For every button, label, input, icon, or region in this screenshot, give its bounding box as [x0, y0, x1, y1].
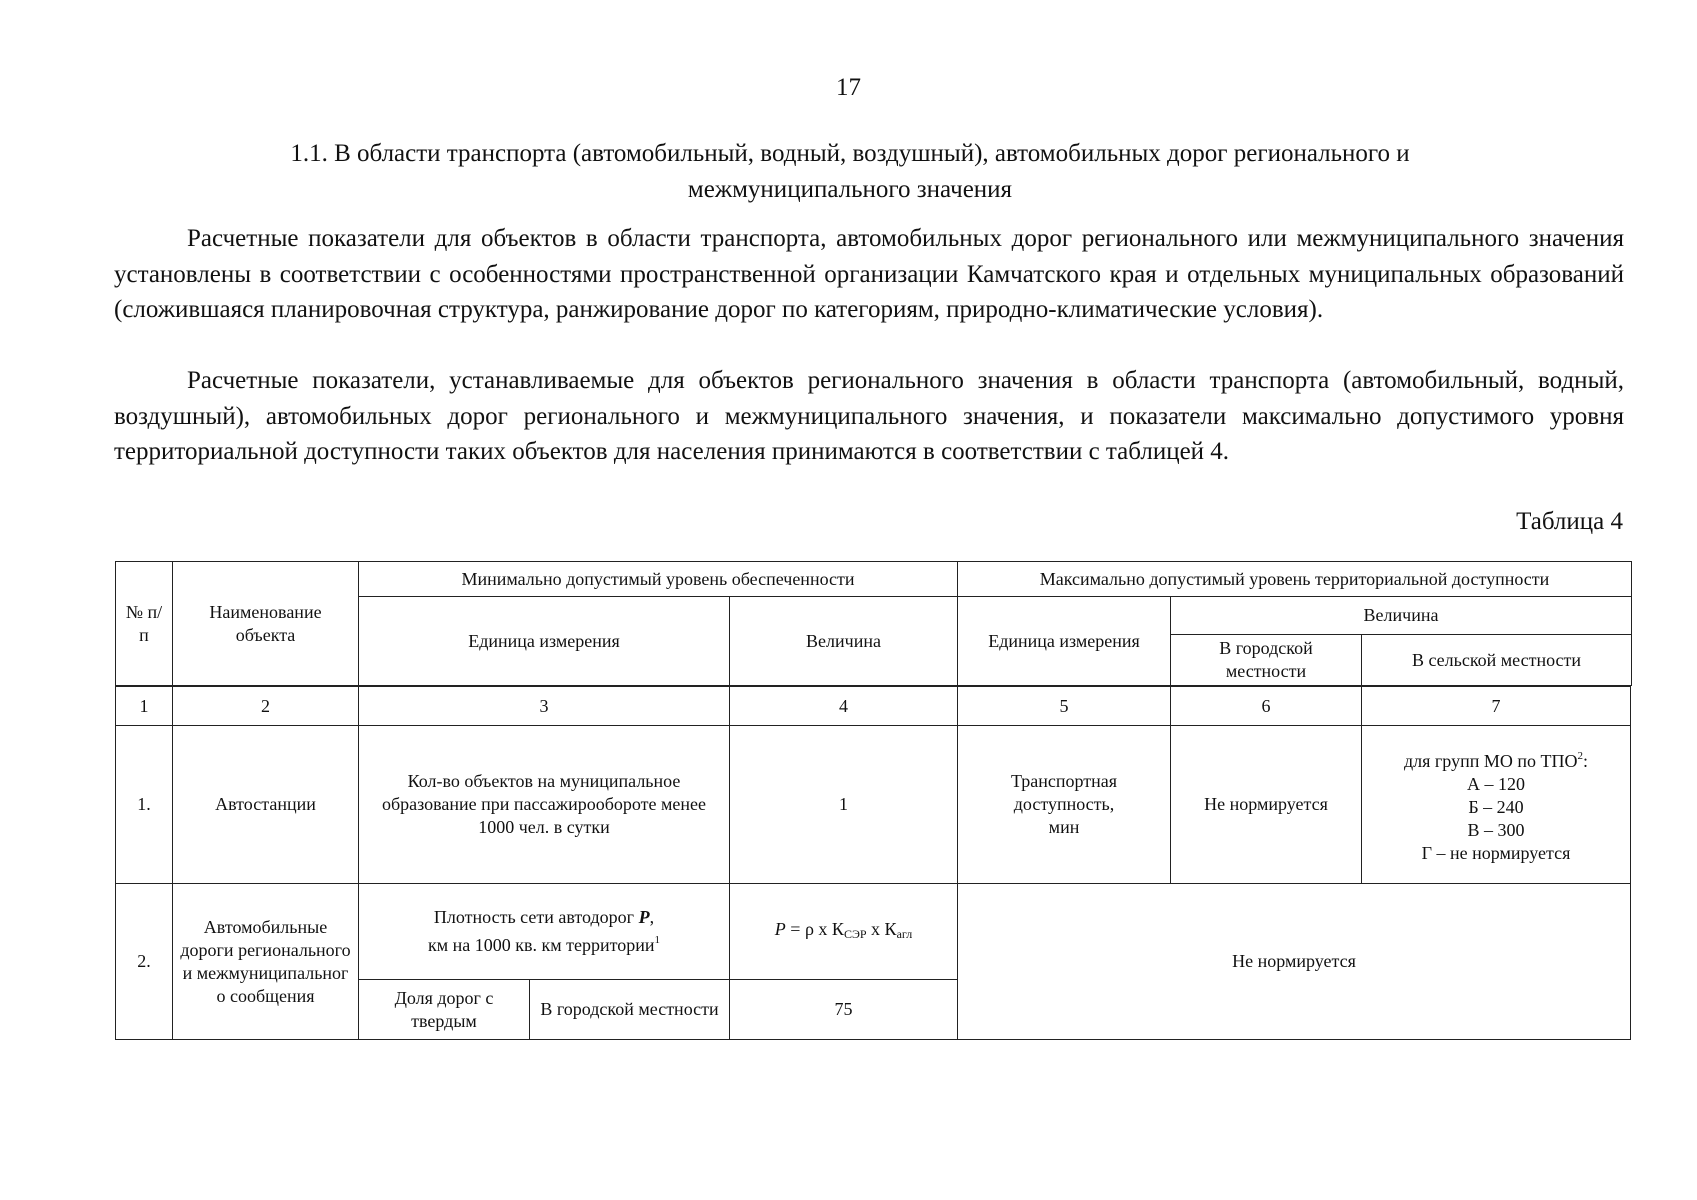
col-number-5: 5	[958, 687, 1171, 726]
row1-rural-colon: :	[1582, 750, 1588, 771]
header-value-min: Величина	[730, 597, 958, 686]
col-number-1: 1	[116, 687, 173, 726]
col-number-2: 2	[173, 687, 359, 726]
row1-name: Автостанции	[173, 726, 359, 884]
header-name: Наименование объекта	[173, 562, 359, 686]
row1-rural-line1-text: для групп МО по ТПО	[1404, 750, 1578, 771]
row1-value-min: 1	[730, 726, 958, 884]
col-number-3: 3	[359, 687, 730, 726]
formula-x: х К	[866, 918, 897, 939]
page-number: 17	[836, 74, 861, 101]
row2-share-value: 75	[730, 980, 958, 1040]
row1-num: 1.	[116, 726, 173, 884]
formula-sub-ser: СЭР	[843, 926, 867, 941]
header-num: № п/п	[116, 562, 173, 686]
row1-rural-line1	[1368, 745, 1624, 773]
footnote-1-mark: 1	[654, 934, 661, 946]
density-formula	[730, 884, 958, 980]
table-header	[115, 561, 1632, 686]
row1-unit-min: Кол-во объектов на муниципальное образование при пассажирообороте менее 1000 чел. в сутки	[359, 726, 730, 884]
col-number-7: 7	[1362, 687, 1631, 726]
paragraph-1: Расчетные показатели для объектов в области транспорта, автомобильных дорог регионального или межмуниципального значения установлены в соответствии с особенностями пространственной организации Камчатского края и отдельных муниципальных образований (сложившаяся планировочная структура, ранжирование дорог по категориям, природно-климатические условия).	[114, 225, 1624, 323]
col-number-4: 4	[730, 687, 958, 726]
section-heading-line1: 1.1. В области транспорта (автомобильный, водный, воздушный), автомобильных дорог регионального и	[290, 140, 1410, 167]
footnote-2-mark: 2	[1577, 749, 1583, 762]
row1-rural	[1362, 726, 1631, 884]
row2-name: Автомобильные дороги регионального и межмуниципальног о сообщения	[173, 884, 359, 1040]
density-variable: P	[638, 907, 650, 927]
col-number-6: 6	[1171, 687, 1362, 726]
row2-density-label: Плотность сети автодорог	[433, 907, 639, 927]
formula-p: P	[774, 918, 786, 939]
header-urban: В городской местности	[1171, 635, 1362, 686]
row1-urban: Не нормируется	[1171, 726, 1362, 884]
row2-not-normalized: Не нормируется	[958, 884, 1631, 1040]
row2-share-label: Доля дорог с твердым	[359, 980, 530, 1040]
row2-density-comma: ,	[649, 907, 655, 927]
table-row	[116, 884, 1631, 980]
row1-rural-line2: А – 120	[1467, 773, 1525, 794]
row1-unit-max	[958, 726, 1171, 884]
row2-share-urban: В городской местности	[530, 980, 730, 1040]
row1-unit-max-line1: Транспортная	[1010, 771, 1118, 791]
row2-density-unit: км на 1000 кв. км территории	[427, 935, 655, 955]
row1-rural-line5: Г – не нормируется	[1421, 842, 1571, 863]
table-caption: Таблица 4	[1516, 508, 1623, 535]
header-min-level: Минимально допустимый уровень обеспеченности	[359, 562, 958, 597]
table-row	[116, 726, 1631, 884]
row1-rural-line4: В – 300	[1467, 819, 1525, 840]
row2-density-line1	[365, 906, 723, 929]
row1-rural-line3: Б – 240	[1468, 796, 1524, 817]
formula-sub-agl: агл	[896, 926, 913, 941]
header-rural: В сельской местности	[1362, 635, 1632, 686]
header-unit-min: Единица измерения	[359, 597, 730, 686]
table-body	[115, 686, 1631, 1040]
row2-num: 2.	[116, 884, 173, 1040]
header-max-level: Максимально допустимый уровень территориальной доступности	[958, 562, 1632, 597]
row1-unit-max-line3: мин	[1048, 817, 1080, 837]
paragraph-2: Расчетные показатели, устанавливаемые для объектов регионального значения в области транспорта (автомобильный, водный, воздушный), автомобильных дорог регионального и межмуниципального значения, и показатели максимально допустимого уровня территориальной доступности таких объектов для населения принимаются в соответствии с таблицей 4.	[114, 367, 1624, 465]
column-number-row	[116, 687, 1631, 726]
section-heading	[180, 136, 1520, 208]
section-heading-line2: межмуниципального значения	[687, 176, 1013, 203]
row2-density-line2	[365, 929, 723, 957]
row2-density	[359, 884, 730, 980]
header-unit-max: Единица измерения	[958, 597, 1171, 686]
row1-unit-max-line2: доступность,	[1013, 794, 1115, 814]
header-value-max: Величина	[1171, 597, 1632, 635]
formula-mid: = ρ х К	[785, 918, 844, 939]
